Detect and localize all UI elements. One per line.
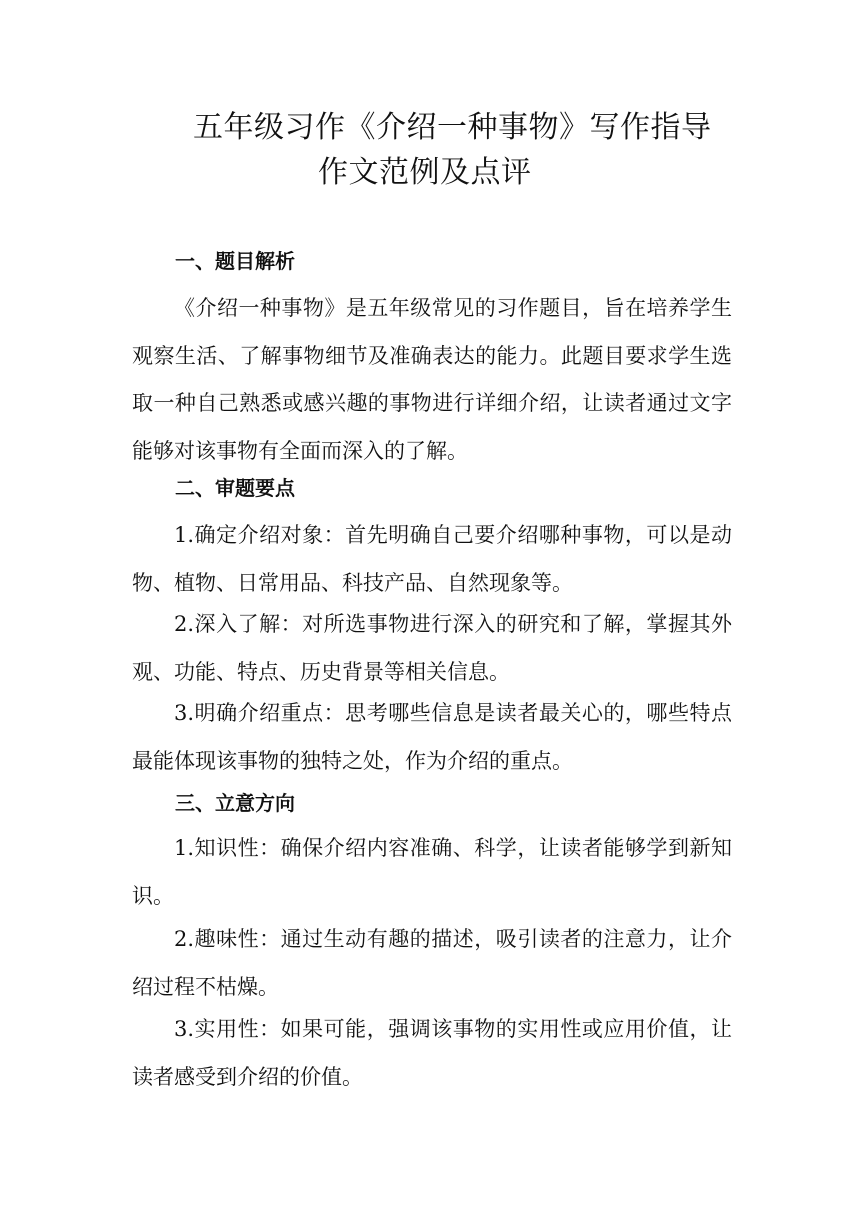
paragraph-key-point-1: 1.确定介绍对象：首先明确自己要介绍哪种事物，可以是动物、植物、日常用品、科技产品、自然现象等。 (132, 523, 732, 595)
paragraph-key-point-3: 3.明确介绍重点：思考哪些信息是读者最关心的，哪些特点最能体现该事物的独特之处，作为介绍的重点。 (132, 701, 732, 773)
document-title-line-1: 五年级习作《介绍一种事物》写作指导 (193, 110, 712, 145)
section-heading-theme-direction: 三、立意方向 (175, 791, 295, 815)
paragraph-key-point-2: 2.深入了解：对所选事物进行深入的研究和了解，掌握其外观、功能、特点、历史背景等相关信息。 (132, 612, 732, 684)
document-title-line-2: 作文范例及点评 (318, 155, 532, 190)
paragraph-theme-2: 2.趣味性：通过生动有趣的描述，吸引读者的注意力，让介绍过程不枯燥。 (132, 927, 732, 999)
paragraph-theme-1: 1.知识性：确保介绍内容准确、科学，让读者能够学到新知识。 (132, 836, 732, 908)
paragraph-analysis: 《介绍一种事物》是五年级常见的习作题目，旨在培养学生观察生活、了解事物细节及准确表达的能力。此题目要求学生选取一种自己熟悉或感兴趣的事物进行详细介绍，让读者通过文字能够对该事物有全面而深入的了解。 (132, 296, 732, 463)
section-heading-analysis: 一、题目解析 (175, 249, 295, 273)
section-heading-key-points: 二、审题要点 (175, 476, 295, 500)
paragraph-theme-3: 3.实用性：如果可能，强调该事物的实用性或应用价值，让读者感受到介绍的价值。 (132, 1017, 732, 1089)
